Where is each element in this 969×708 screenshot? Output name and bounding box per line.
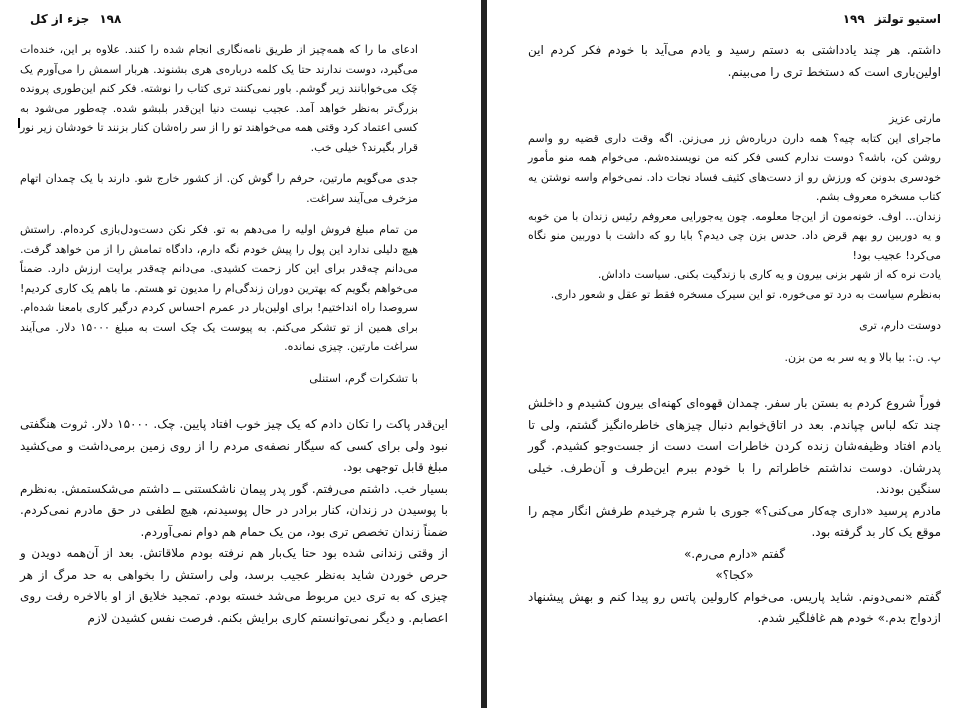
left-page-header — [20, 12, 448, 26]
left-narrative — [20, 414, 448, 629]
letter-paragraph: جدی می‌گویم مارتین، حرفم را گوش کن. از کشور خارج شو. دارند با یک چمدان اتهام مزخرف می‌آیند سراغت. — [20, 172, 418, 205]
right-page-number: ۱۹۹ — [842, 12, 865, 26]
letter-salutation: مارتی عزیز — [888, 112, 941, 125]
narrative-paragraph: بسیار خب. داشتم می‌رفتم. گور پدر پیمان ناشکستنی ــ داشتم می‌شکستمش. به‌نظرم با پوسیدن در زندان، کنار برادر در حال پوسیدنم، هیچ لطفی در حق مادرم نمی‌کردم. ضمناً زندان تخصص تری بود، من یک حمام هم دوام نمی‌آوردم. — [20, 481, 448, 539]
letter-paragraph: من تمام مبلغ فروش اولیه را می‌دهم به تو. فکر نکن دست‌ودل‌بازی کرده‌ام. راستش هیچ دلیلی ندارد این پول را پیش خودم نگه دارم، دادگاه تمامش را از من خواهد گرفت. می‌دانم چه‌قدر برای این کار زحمت کشیدی. می‌دانم چه‌قدر برایت ارزش دارد. ضمناً می‌خواهم بگویم که بهترین دوران زندگی‌ام را مدیون تو هستم. ما باهم یک کاری کردیم! سروصدا راه انداختیم! برای اولین‌بار در عمرم احساس کردم درگیر کاری بامعنا شده‌ام. برای همین از تو تشکر می‌کنم. به پیوست یک چک است به مبلغ ۱۵۰۰۰ دلار. می‌آیند سراغت مارتین. چیزی نمانده. — [20, 223, 418, 353]
left-page-running-title: جزء از کل — [30, 12, 90, 26]
narrative-paragraph: از وقتی زندانی شده بود حتا یک‌بار هم نرفته بودم ملاقاتش. بعد از آن‌همه دویدن و حرص خوردن شاید به‌نظر عجیب برسد، ولی راستش را بخواهی به حد مرگ از هر چیزی که به تری دین مربوط می‌شد خسته بودم. تمجید خلایق از او بالاخره رفت روی اعصابم. و دیگر نمی‌توانستم کاری برایش بکنم. فرصت نفس کشیدن لازم — [20, 546, 448, 625]
narrative-paragraph: گفتم «نمی‌دونم. شاید پاریس. می‌خوام کارولین پاتس رو پیدا کنم و بهش پیشنهاد ازدواج بدم.» خودم هم غافلگیر شدم. — [528, 589, 941, 625]
right-narrative — [528, 393, 941, 630]
right-letter — [528, 109, 941, 367]
letter-postscript: پ. ن.: بیا بالا و یه سر به من بزن. — [784, 350, 941, 364]
dialogue-line: گفتم «دارم می‌رم.» — [683, 546, 786, 561]
intro-paragraph: داشتم. هر چند یادداشتی به دستم رسید و یادم می‌آید با خودم فکر کردم این اولین‌باری است که دستخط تری را می‌بینم. — [528, 43, 941, 79]
letter-paragraph: زندان... اوف. خونه‌مون از این‌جا معلومه. چون یه‌جورایی معروفم رئیس زندان با من خوبه و یه دوربین رو بهم قرض داد. حدس بزن چی دیدم؟ بابا رو که داشت با دوربین منو نگاه می‌کرد! عجیب بود! — [528, 209, 941, 262]
left-page-number: ۱۹۸ — [99, 12, 122, 26]
letter-closing: با تشکرات گرم، استنلی — [309, 371, 418, 385]
narrative-paragraph: فوراً شروع کردم به بستن بار سفر. چمدان قهوه‌ای کهنه‌ای بیرون کشیدم و داخلش چند تکه لباس چپاندم. بعد در اتاق‌خوابم دنبال چیزهای خاطره‌انگیز گشتم، ولی تا یادم افتاد وظیفه‌شان زنده کردن خاطرات است دست از جست‌وجو کشیدم. گور پدرشان. دوست نداشتم خاطراتم را با خودم ببرم این‌طرف و آن‌طرف. خیلی سنگین بودند. — [528, 396, 941, 496]
right-page-header — [528, 12, 941, 26]
right-intro — [528, 40, 941, 83]
book-gutter — [481, 0, 487, 708]
letter-paragraph: به‌نظرم سیاست به درد تو می‌خوره. تو این سیرک مسخره فقط تو عقل و شعور داری. — [550, 287, 941, 301]
narrative-paragraph: این‌قدر پاکت را تکان دادم که یک چیز خوب افتاد پایین. چک. ۱۵۰۰۰ دلار. ثروت هنگفتی نبود ولی برای کسی که سیگار نصفه‌ی مردم را از روی زمین برمی‌داشت و می‌کشید مبلغ قابل توجهی بود. — [20, 417, 449, 474]
letter-paragraph: یادت نره که از شهر بزنی بیرون و یه کاری با زندگیت بکنی. سیاست داداش. — [597, 268, 941, 281]
narrative-paragraph: مادرم پرسید «داری چه‌کار می‌کنی؟» جوری با شرم چرخیدم طرفش انگار مچم را موقع یک کار بد گرفته بود. — [528, 503, 941, 539]
letter-paragraph: ادعای ما را که همه‌چیز از طریق نامه‌نگاری انجام شده را کنند. علاوه بر این، خنده‌ات می‌گیرد، دوست ندارند حتا یک کلمه درباره‌ی هری بشنوند. هربار اسمش را می‌آورم یک چَک می‌خوابانند زیر گوشم. باور نمی‌کنند تری کتاب را نوشته. فکر کنم این‌طوری پرونده بزرگ‌تر به‌نظر خواهد آمد. عجیب نیست دنیا این‌قدر بلبشو شده. چه‌طور می‌شود به کسی اعتماد کرد وقتی همه می‌خواهند تو را از سر راه‌شان کنار بزنند تا خودشان زیر نور قرار بگیرند؟ خیلی خب. — [20, 43, 418, 154]
margin-mark — [18, 118, 20, 128]
letter-paragraph: ماجرای این کتابه چیه؟ همه دارن درباره‌ش زر می‌زنن. اگه وقت داری قضیه رو واسم روشن کن، باشه؟ دوست ندارم کسی فکر کنه من نویسنده‌شم. می‌خوام همه منو مأمور خودسری بدونن که ورزش رو از دست‌های کثیف فساد نجات داد. نمی‌خوام واسه نوشتن یه کتاب مسخره معروف بشم. — [528, 131, 941, 203]
right-page — [488, 0, 969, 708]
letter-signoff: دوستت دارم، تری — [859, 319, 941, 332]
dialogue-line: «کجا؟» — [715, 568, 754, 582]
left-letter — [20, 40, 448, 388]
left-page — [0, 0, 482, 708]
right-page-running-title: استیو تولتز — [874, 12, 941, 26]
